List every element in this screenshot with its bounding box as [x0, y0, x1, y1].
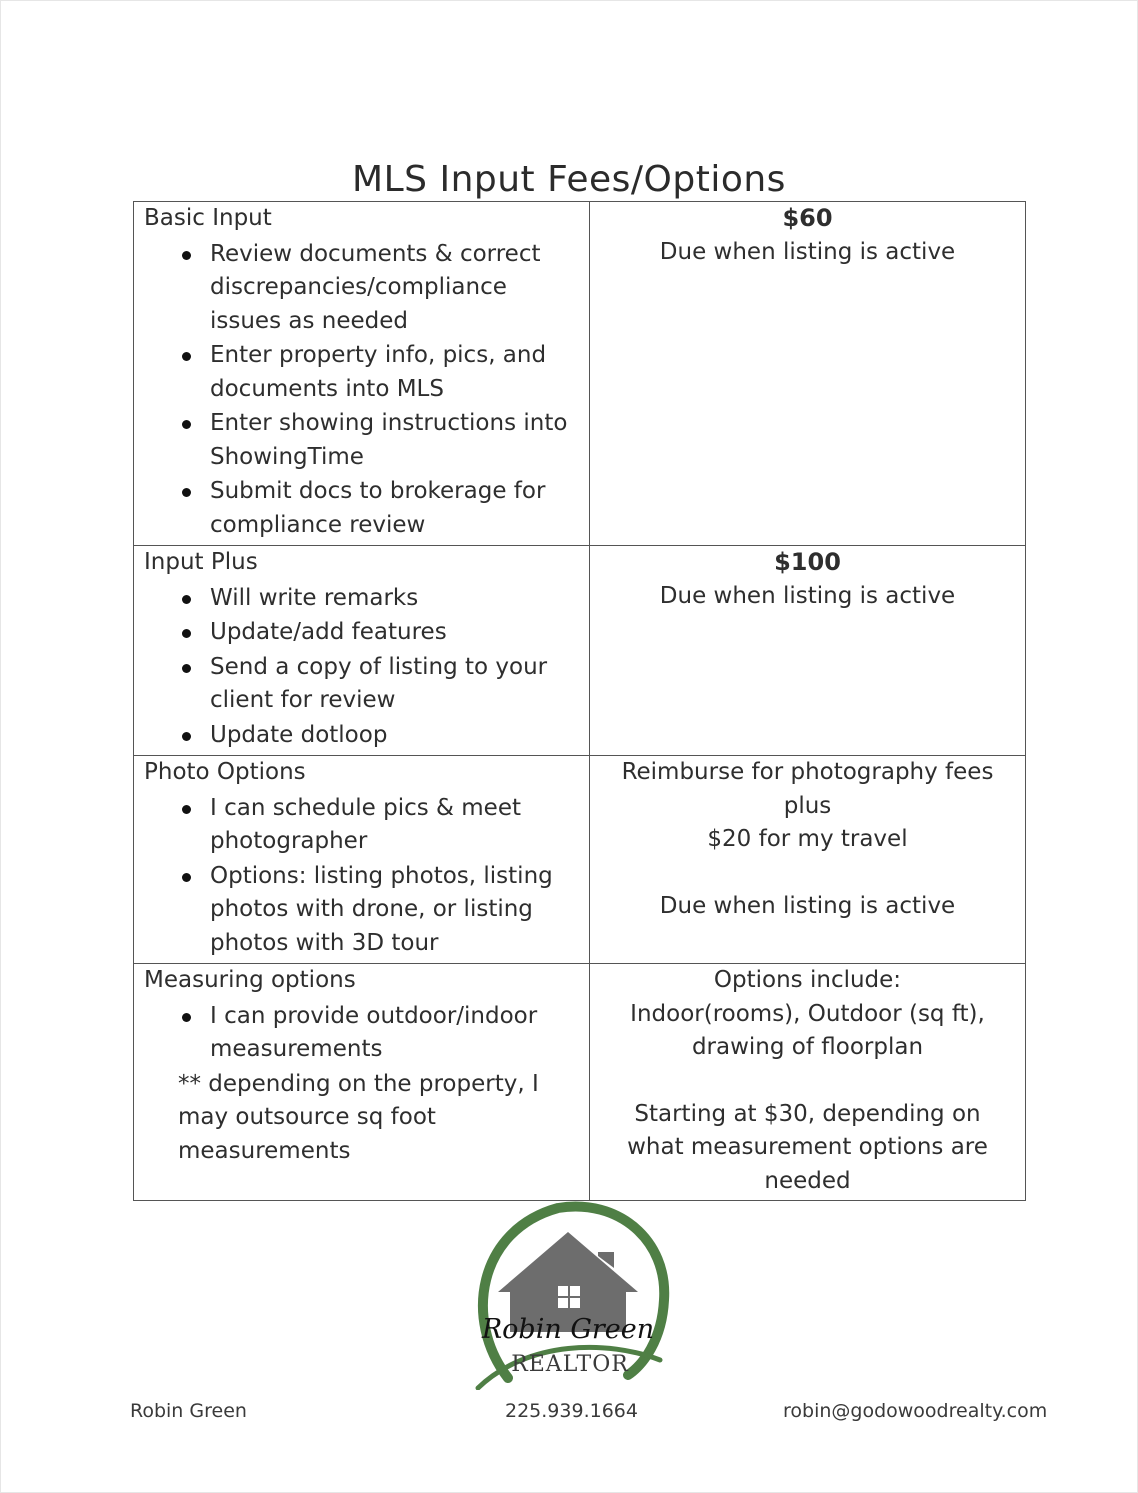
list-item: Enter showing instructions into ShowingTime [210, 407, 581, 474]
options-heading: Options include: [713, 967, 902, 993]
list-item: Update dotloop [210, 719, 581, 753]
fee-cell [590, 756, 1026, 964]
service-bullet-list [144, 238, 581, 543]
list-item: I can provide outdoor/indoor measurements [210, 1000, 581, 1067]
fees-table [133, 201, 1026, 1201]
due-text: Due when listing is active [659, 582, 956, 609]
table-row [134, 202, 1026, 546]
due-text: Due when listing is active [659, 238, 956, 265]
fee-cell [590, 964, 1026, 1201]
service-cell [134, 202, 590, 546]
service-cell [134, 546, 590, 756]
list-item: I can schedule pics & meet photographer [210, 792, 581, 859]
list-item: Review documents & correct discrepancies/compliance issues as needed [210, 238, 581, 339]
fee-text-line: $20 for my travel [707, 826, 908, 852]
logo-caption: REALTOR [511, 1352, 629, 1377]
window-divider-h [558, 1296, 580, 1298]
service-cell [134, 756, 590, 964]
list-item: Update/add features [210, 616, 581, 650]
logo-script-text: Robin Green [481, 1314, 655, 1345]
due-text: Due when listing is active [659, 892, 956, 919]
spacer [600, 1065, 1015, 1098]
list-item: Send a copy of listing to your client for review [210, 651, 581, 718]
spacer [600, 857, 1015, 890]
table-row [134, 546, 1026, 756]
price: $100 [774, 548, 841, 576]
options-list: Indoor(rooms), Outdoor (sq ft), drawing of floorplan [630, 1000, 985, 1060]
fee-cell [590, 546, 1026, 756]
realtor-logo [468, 1200, 672, 1390]
service-bullet-list [144, 582, 581, 753]
price: $60 [782, 204, 833, 232]
service-cell [134, 964, 590, 1201]
list-item: Submit docs to brokerage for compliance review [210, 475, 581, 542]
fee-text-line: Reimburse for photography fees plus [621, 759, 994, 819]
list-item: Will write remarks [210, 582, 581, 616]
service-title: Measuring options [144, 967, 356, 993]
starting-price-text: Starting at $30, depending on what measurement options are needed [627, 1100, 988, 1194]
fee-cell [590, 202, 1026, 546]
table-row [134, 964, 1026, 1201]
footer-name: Robin Green [130, 1400, 247, 1422]
page-title: MLS Input Fees/Options [352, 159, 786, 201]
service-bullet-list [144, 792, 581, 961]
list-item: Options: listing photos, listing photos with drone, or listing photos with 3D tour [210, 860, 581, 961]
service-title: Photo Options [144, 759, 306, 785]
list-item: Enter property info, pics, and documents into MLS [210, 339, 581, 406]
footnote: ** depending on the property, I may outsource sq foot measurements [178, 1070, 539, 1164]
service-title: Input Plus [144, 549, 258, 575]
service-bullet-list [144, 1000, 581, 1067]
footer-phone: 225.939.1664 [505, 1400, 638, 1422]
footer-email: robin@godowoodrealty.com [783, 1400, 1048, 1422]
service-title: Basic Input [144, 205, 272, 231]
table-row [134, 756, 1026, 964]
